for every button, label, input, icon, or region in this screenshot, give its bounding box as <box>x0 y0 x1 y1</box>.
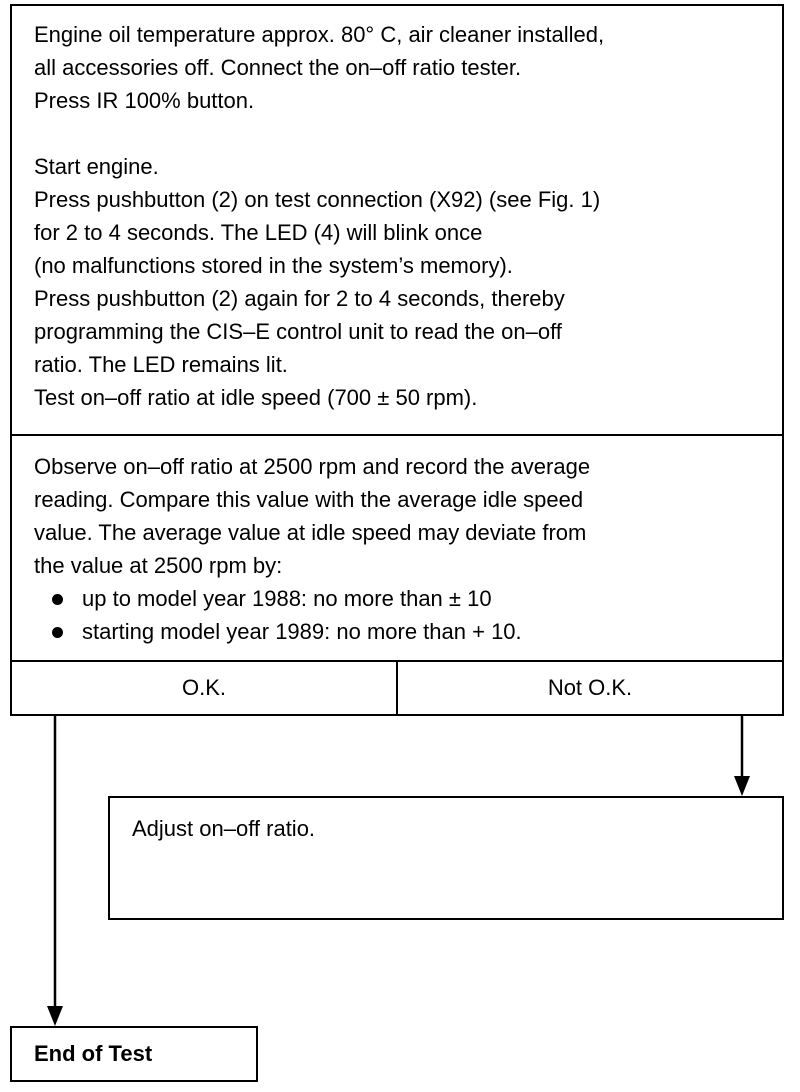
instruction-line: Start engine. <box>34 154 159 179</box>
arrow-down-icon <box>47 1006 63 1026</box>
instruction-line: Press pushbutton (2) on test connection (X92) (see Fig. 1) <box>34 187 601 212</box>
instruction-line: Test on–off ratio at idle speed (700 ± 50 rpm). <box>34 385 478 410</box>
instruction-line: Engine oil temperature approx. 80° C, air cleaner installed, <box>34 22 605 47</box>
observe-line: reading. Compare this value with the average idle speed <box>34 487 584 512</box>
adjust-text: Adjust on–off ratio. <box>132 816 316 841</box>
end-of-test-label: End of Test <box>34 1041 153 1066</box>
instruction-line: Press pushbutton (2) again for 2 to 4 seconds, thereby <box>34 286 565 311</box>
instruction-line: programming the CIS–E control unit to read the on–off <box>34 319 562 344</box>
observe-line: Observe on–off ratio at 2500 rpm and record the average <box>34 454 591 479</box>
instruction-line: ratio. The LED remains lit. <box>34 352 288 377</box>
instruction-line: for 2 to 4 seconds. The LED (4) will blink once <box>34 220 483 245</box>
not-ok-outcome: Not O.K. <box>396 662 782 714</box>
instruction-line: Press IR 100% button. <box>34 88 255 113</box>
tolerance-item: starting model year 1989: no more than + 10. <box>82 615 760 648</box>
instruction-line: all accessories off. Connect the on–off ratio tester. <box>34 55 522 80</box>
instruction-line: (no malfunctions stored in the system’s memory). <box>34 253 513 278</box>
arrow-down-icon <box>734 776 750 796</box>
tolerance-item: up to model year 1988: no more than ± 10 <box>82 582 760 615</box>
observe-line: value. The average value at idle speed may deviate from <box>34 520 587 545</box>
ok-outcome: O.K. <box>181 675 226 700</box>
observe-line: the value at 2500 rpm by: <box>34 553 283 578</box>
